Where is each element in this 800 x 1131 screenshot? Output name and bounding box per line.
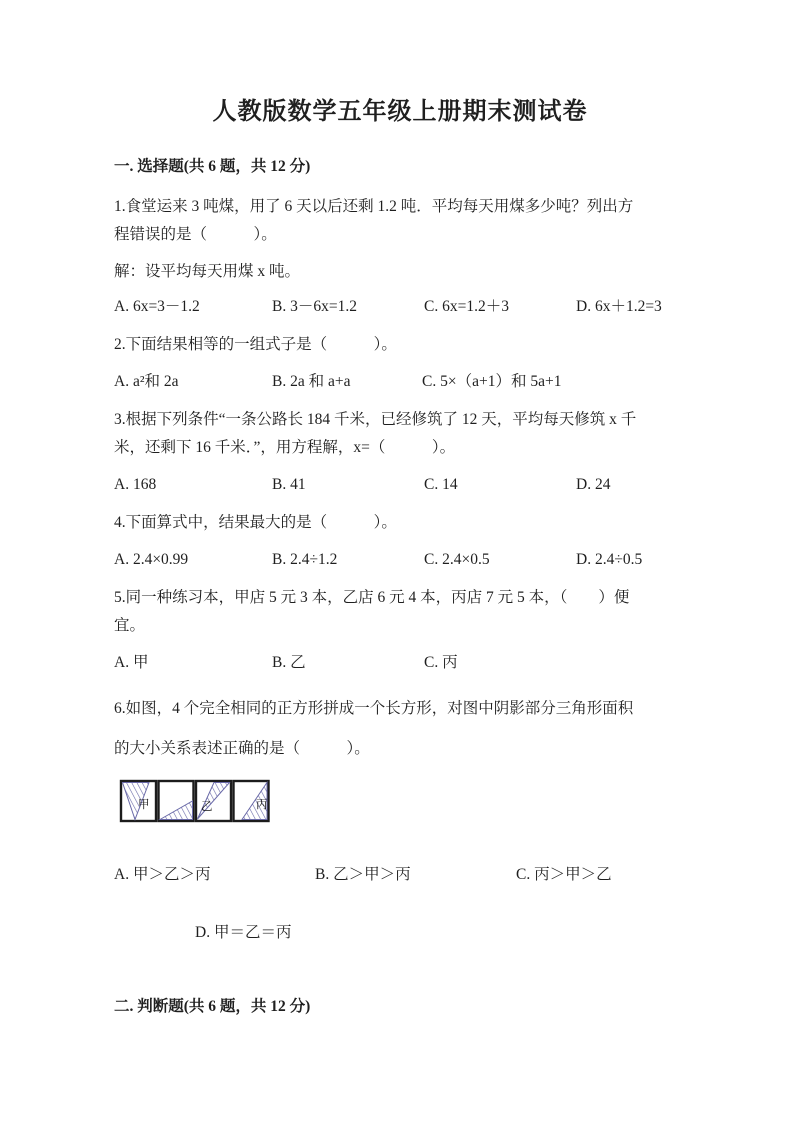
- q4-option-c: C. 2.4×0.5: [424, 551, 490, 568]
- q1-option-b: B. 3－6x=1.2: [272, 298, 357, 315]
- section-1-header: 一. 选择题(共 6 题，共 12 分): [114, 158, 311, 175]
- q3-option-a: A. 168: [114, 476, 157, 493]
- q6-option-a: A. 甲＞乙＞丙: [114, 866, 211, 883]
- question-6-line-2: 的大小关系表述正确的是（ ）。: [114, 740, 370, 757]
- q6-option-c: C. 丙＞甲＞乙: [516, 866, 612, 883]
- question-4-options: [114, 546, 800, 574]
- q5-option-a: A. 甲: [114, 654, 149, 671]
- question-4-line-1: 4.下面算式中，结果最大的是（ ）。: [114, 514, 397, 531]
- question-4: [114, 509, 800, 537]
- question-2: [114, 331, 800, 359]
- q3-option-c: C. 14: [424, 476, 458, 493]
- q3-option-b: B. 41: [272, 476, 306, 493]
- label-jia: 甲: [138, 799, 150, 811]
- question-5-line-1: 5.同一种练习本，甲店 5 元 3 本，乙店 6 元 4 本，丙店 7 元 5 本，（ ）便: [114, 589, 630, 606]
- q2-option-a: A. a²和 2a: [114, 373, 179, 390]
- q1-option-a: A. 6x=3－1.2: [114, 298, 200, 315]
- q2-option-b: B. 2a 和 a+a: [272, 373, 351, 390]
- q6-option-b: B. 乙＞甲＞丙: [315, 866, 411, 883]
- page-title: 人教版数学五年级上册期末测试卷: [212, 99, 588, 125]
- q1-option-d: D. 6x＋1.2=3: [576, 298, 662, 315]
- q5-option-b: B. 乙: [272, 654, 306, 671]
- question-1-line-1: 1.食堂运来 3 吨煤，用了 6 天以后还剩 1.2 吨．平均每天用煤多少吨？列出方: [114, 198, 634, 215]
- question-6-options: [114, 861, 800, 889]
- q6-squares-diagram: [119, 779, 800, 823]
- q5-option-c: C. 丙: [424, 654, 458, 671]
- question-3-line-2: 米，还剩下 16 千米．”，用方程解，x=（ ）。: [114, 439, 456, 456]
- question-1-solution: [114, 258, 800, 286]
- label-bing: 丙: [256, 799, 268, 811]
- question-5-line-2: 宜。: [114, 617, 146, 634]
- question-1-line-2: 程错误的是（ ）。: [114, 226, 277, 243]
- q1-option-c: C. 6x=1.2＋3: [424, 298, 509, 315]
- q4-option-a: A. 2.4×0.99: [114, 551, 189, 568]
- question-1-solution-line: 解：设平均每天用煤 x 吨。: [114, 263, 301, 280]
- question-2-line-1: 2.下面结果相等的一组式子是（ ）。: [114, 336, 397, 353]
- question-5-options: [114, 649, 800, 677]
- question-1-options: [114, 293, 800, 321]
- question-3-options: [114, 471, 800, 499]
- q2-option-c: C. 5×（a+1）和 5a+1: [422, 373, 562, 390]
- q6-diagram-svg: [119, 779, 271, 823]
- question-6-option-d-row: [114, 919, 800, 947]
- question-6-line-1: 6.如图，4 个完全相同的正方形拼成一个长方形，对图中阴影部分三角形面积: [114, 700, 634, 717]
- q4-option-d: D. 2.4÷0.5: [576, 551, 643, 568]
- label-yi: 乙: [201, 801, 213, 813]
- q4-option-b: B. 2.4÷1.2: [272, 551, 338, 568]
- question-3: [114, 406, 800, 462]
- question-2-options: [114, 368, 800, 396]
- question-1: [114, 193, 800, 249]
- question-6: [114, 689, 800, 769]
- section-2-header: 二. 判断题(共 6 题，共 12 分): [114, 998, 311, 1015]
- question-5: [114, 584, 800, 640]
- question-3-line-1: 3.根据下列条件“一条公路长 184 千米，已经修筑了 12 天，平均每天修筑 x 千: [114, 411, 637, 428]
- q3-option-d: D. 24: [576, 476, 611, 493]
- q6-option-d: D. 甲＝乙＝丙: [195, 924, 292, 941]
